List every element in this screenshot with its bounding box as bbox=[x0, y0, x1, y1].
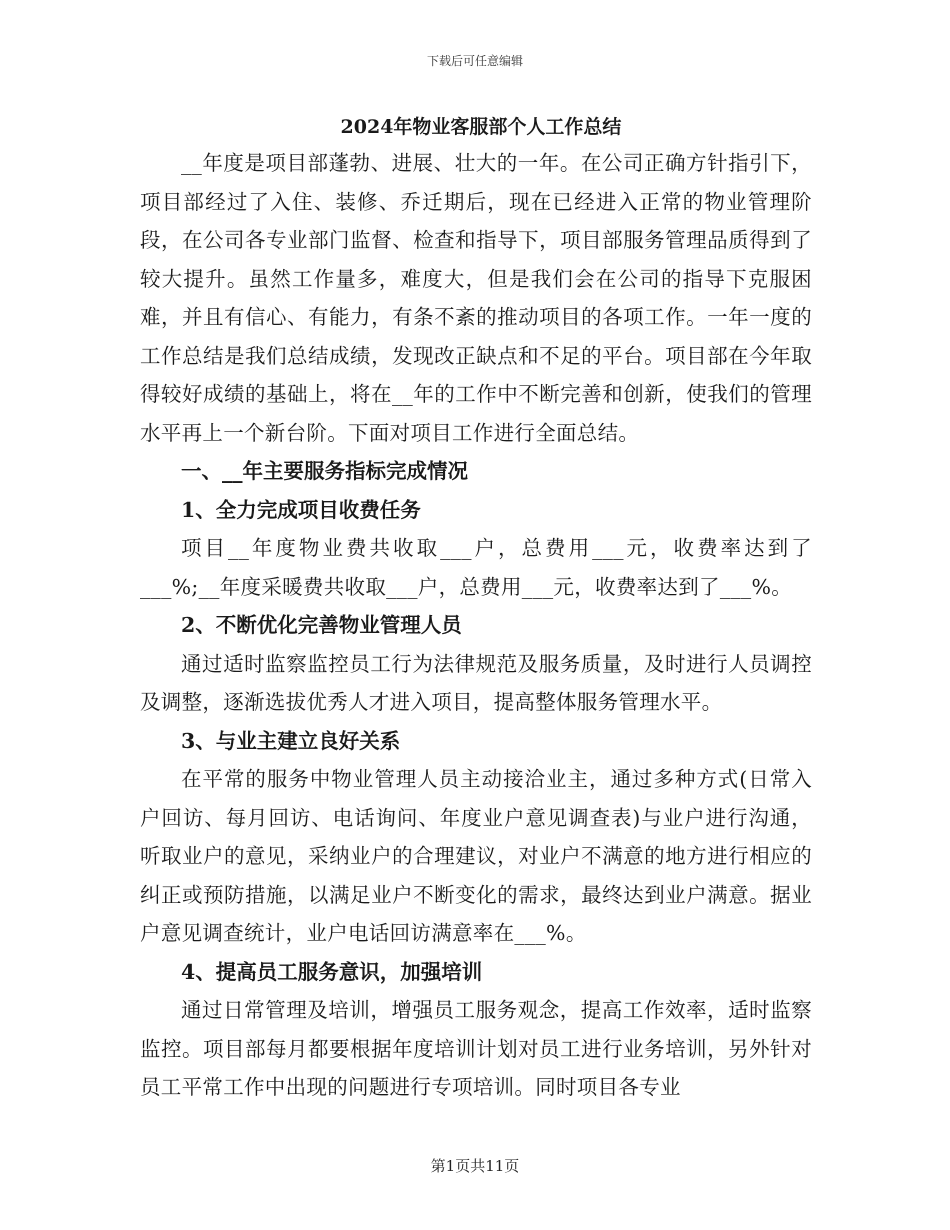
section-heading-1: 一、__年主要服务指标完成情况 bbox=[181, 459, 468, 483]
item-heading-3: 3、与业主建立良好关系 bbox=[181, 728, 401, 753]
item-heading-1: 1、全力完成项目收费任务 bbox=[181, 497, 421, 522]
item-paragraph-3: 在平常的服务中物业管理人员主动接洽业主，通过多种方式(日常入户回访、每月回访、电话询问、年度业户意见调查表)与业户进行沟通，听取业户的意见，采纳业户的合理建议，对业户不满意的地方进行相应的纠正或预防措施，以满足业户不断变化的需求，最终达到业户满意。据业户意见调查统计，业户电话回访满意率在___%。 bbox=[140, 767, 812, 945]
document-title: 2024年物业客服部个人工作总结 bbox=[340, 116, 622, 138]
item-paragraph-2: 通过适时监察监控员工行为法律规范及服务质量，及时进行人员调控及调整，逐渐选拔优秀人才进入项目，提高整体服务管理水平。 bbox=[140, 651, 812, 714]
page-header-note: 下载后可任意编辑 bbox=[426, 54, 523, 68]
document-body bbox=[140, 112, 812, 1107]
intro-paragraph: __年度是项目部蓬勃、进展、壮大的一年。在公司正确方针指引下，项目部经过了入住、装修、乔迁期后，现在已经进入正常的物业管理阶段，在公司各专业部门监督、检查和指导下，项目部服务管理品质得到了较大提升。虽然工作量多，难度大，但是我们会在公司的指导下克服困难，并且有信心、有能力，有条不紊的推动项目的各项工作。一年一度的工作总结是我们总结成绩，发现改正缺点和不足的平台。项目部在今年取得较好成绩的基础上，将在__年的工作中不断完善和创新，使我们的管理水平再上一个新台阶。下面对项目工作进行全面总结。 bbox=[140, 151, 812, 445]
item-paragraph-4: 通过日常管理及培训，增强员工服务观念，提高工作效率，适时监察监控。项目部每月都要根据年度培训计划对员工进行业务培训，另外针对员工平常工作中出现的问题进行专项培训。同时项目各专业 bbox=[140, 998, 812, 1099]
item-paragraph-1: 项目__年度物业费共收取___户，总费用___元，收费率达到了___%;__年度采暖费共收取___户，总费用___元，收费率达到了___%。 bbox=[140, 536, 812, 599]
item-heading-4: 4、提高员工服务意识，加强培训 bbox=[181, 959, 483, 984]
page-number: 第1页共11页 bbox=[430, 1157, 520, 1175]
item-heading-2: 2、不断优化完善物业管理人员 bbox=[181, 613, 462, 637]
